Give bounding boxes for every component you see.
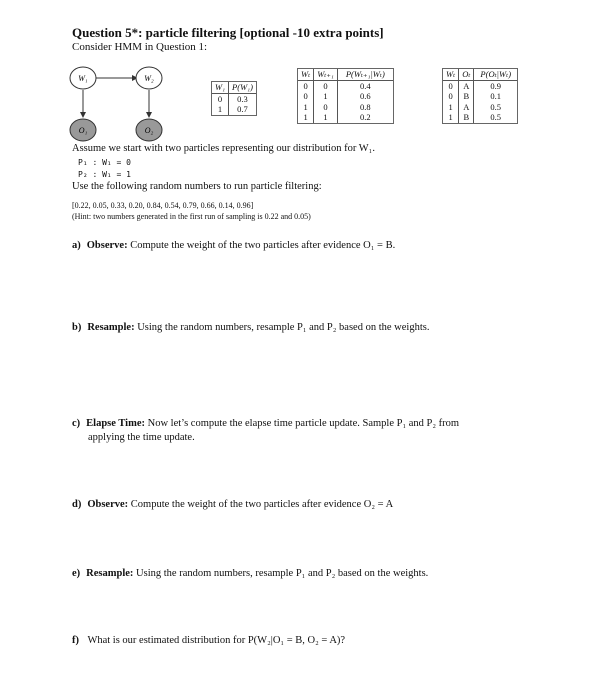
hidden-node-w1-label: W₁: [78, 74, 88, 83]
transition-header-wt: Wₜ: [298, 69, 314, 80]
part-a-heading: Observe:: [86, 240, 128, 251]
table-cell: 1: [314, 112, 338, 123]
part-e-text: Using the random numbers, resample P₁ and P₂ based on the weights.: [136, 568, 429, 579]
emission-arrowhead-2: [146, 112, 152, 118]
part-a-text: Compute the weight of the two particles after evidence O₁ = B.: [130, 240, 396, 251]
table-frame: [211, 81, 257, 116]
evidence-node-o1-label: O₁: [78, 126, 88, 135]
table-cell: 1: [448, 101, 453, 112]
table-cell: 1: [314, 91, 338, 102]
table-cell: 1: [303, 101, 308, 112]
part-d-label: d): [72, 499, 82, 510]
table-cell: 0.5: [474, 102, 517, 113]
prior-header-w: W₁: [212, 82, 229, 93]
part-b-label: b): [72, 322, 82, 333]
part-c: [72, 418, 459, 429]
table-cell: A: [459, 80, 474, 91]
part-c-label: c): [72, 418, 81, 429]
table-cell: 0: [314, 102, 338, 113]
part-d-heading: Observe:: [87, 499, 129, 510]
table-frame: [297, 68, 394, 124]
table-cell: 0: [303, 91, 308, 101]
particle-2: P₂ : W₁ = 1: [78, 170, 131, 179]
prior-header-p: P(W₁): [229, 82, 256, 93]
evidence-node-o2-label: O₂: [144, 126, 154, 135]
table-cell: 0.6: [337, 91, 393, 102]
part-f: [72, 635, 345, 646]
part-e: [72, 568, 428, 579]
table-cell: 0.4: [337, 80, 393, 91]
emission-header-p: P(Oₜ|Wₜ): [474, 69, 517, 80]
part-b-text: Using the random numbers, resample P₁ and P₂ based on the weights.: [137, 322, 430, 333]
table-cell: 1: [217, 104, 223, 114]
table-cell: 1: [303, 112, 308, 122]
part-f-label: f): [72, 635, 79, 646]
part-e-label: e): [72, 568, 81, 579]
assume-text: Assume we start with two particles representing our distribution for W₁.: [72, 143, 375, 154]
table-cell: B: [459, 112, 474, 123]
use-random-text: Use the following random numbers to run particle filtering:: [72, 181, 322, 192]
emission-header-ot: Oₜ: [459, 69, 474, 80]
part-d: [72, 499, 393, 510]
transition-header-wt1: Wₜ₊₁: [314, 69, 338, 80]
part-c-text-continued: applying the time update.: [88, 432, 195, 443]
table-cell: 0: [217, 93, 223, 104]
question-subtitle: Consider HMM in Question 1:: [72, 41, 208, 53]
table-cell: 0.1: [474, 91, 517, 102]
table-cell: 0.2: [337, 112, 393, 123]
table-cell: 0: [314, 80, 338, 91]
part-c-text: Now let’s compute the elapse time particle update. Sample P₁ and P₂ from: [147, 418, 460, 429]
table-cell: 0.7: [229, 104, 256, 115]
table-cell: 1: [448, 112, 453, 122]
part-d-text: Compute the weight of the two particles after evidence O₂ = A: [130, 499, 394, 510]
part-f-text: What is our estimated distribution for P(W₂|O₁ = B, O₂ = A)?: [87, 635, 346, 646]
table-cell: 0.8: [337, 102, 393, 113]
part-b-heading: Resample:: [87, 322, 135, 333]
emission-arrowhead-1: [80, 112, 86, 118]
table-cell: 0.9: [474, 80, 517, 91]
table-cell: 0: [448, 91, 453, 101]
table-cell: A: [459, 102, 474, 113]
emission-header-wt: Wₜ: [443, 69, 459, 80]
part-a: [72, 240, 395, 251]
table-frame: [442, 68, 518, 124]
part-e-heading: Resample:: [86, 568, 134, 579]
question-title: Question 5*: particle filtering [optional -10 extra points]: [72, 25, 384, 40]
random-numbers: [0.22, 0.05, 0.33, 0.20, 0.84, 0.54, 0.79, 0.66, 0.14, 0.96]: [72, 201, 254, 210]
part-c-heading: Elapse Time:: [86, 418, 145, 429]
hmm-diagram: [64, 60, 174, 150]
hidden-node-w2-label: W₂: [144, 74, 154, 83]
table-cell: 0: [303, 80, 308, 91]
table-cell: 0.3: [229, 93, 256, 104]
particle-1: P₁ : W₁ = 0: [78, 158, 131, 167]
table-cell: B: [459, 91, 474, 102]
transition-header-p: P(Wₜ₊₁|Wₜ): [337, 69, 393, 80]
hint-text: (Hint: two numbers generated in the first run of sampling is 0.22 and 0.05): [72, 212, 311, 221]
table-cell: 0: [448, 80, 453, 91]
part-a-label: a): [72, 240, 81, 251]
part-b: [72, 322, 429, 333]
table-cell: 0.5: [474, 112, 517, 123]
